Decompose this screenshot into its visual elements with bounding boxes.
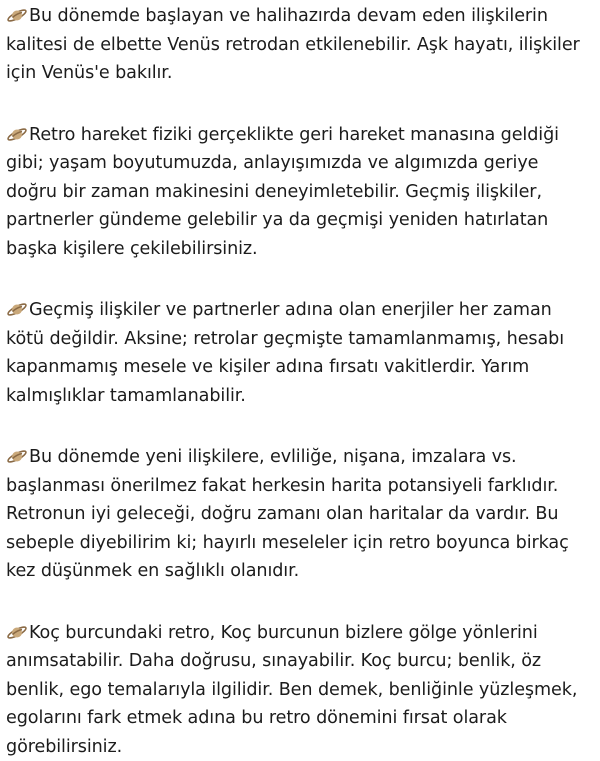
ringed-planet-icon	[6, 300, 28, 318]
paragraph	[6, 619, 594, 761]
ringed-planet-icon	[6, 6, 28, 24]
paragraph-text: Bu dönemde başlayan ve halihazırda devam eden ilişkilerin kalitesi de elbette Venüs retrodan etkilenebilir. Aşk hayatı, ilişkiler için Venüs'e bakılır.	[6, 6, 580, 83]
paragraph-text: Retro hareket fiziki gerçeklikte geri hareket manasına geldiği gibi; yaşam boyutumuzda, anlayışımızda ve algımızda geriye doğru bir zaman makinesini deneyimletebilir. Geçmiş ilişkiler, partnerler gündeme gelebilir ya da geçmişi yeniden hatırlatan başka kişilere çekilebilirsiniz.	[6, 125, 559, 259]
ringed-planet-icon	[6, 125, 28, 143]
paragraph-text: Koç burcundaki retro, Koç burcunun bizlere gölge yönlerini anımsatabilir. Daha doğrusu, sınayabilir. Koç burcu; benlik, öz benlik, ego temalarıyla ilgilidir. Ben demek, benliğinle yüzleşmek, egolarını fark etmek adına bu retro dönemini fırsat olarak görebilirsiniz.	[6, 623, 577, 757]
paragraph-text: Geçmiş ilişkiler ve partnerler adına olan enerjiler her zaman kötü değildir. Aksine; retrolar geçmişte tamamlanmamış, hesabı kapanmamış mesele ve kişiler adına fırsatı vakitlerdir. Yarım kalmışlıklar tamamlanabilir.	[6, 300, 564, 406]
paragraph	[6, 296, 594, 410]
paragraph	[6, 443, 594, 586]
paragraph	[6, 2, 594, 88]
ringed-planet-icon	[6, 623, 28, 641]
paragraph-text: Bu dönemde yeni ilişkilere, evliliğe, nişana, imzalara vs. başlanması önerilmez fakat herkesin harita potansiyeli farklıdır. Retronun iyi geleceği, doğru zamanı olan haritalar da vardır. Bu sebeple diyebilirim ki; hayırlı meseleler için retro boyunca birkaç kez düşünmek en sağlıklı olanıdır.	[6, 447, 569, 581]
ringed-planet-icon	[6, 447, 28, 465]
paragraph	[6, 121, 594, 264]
